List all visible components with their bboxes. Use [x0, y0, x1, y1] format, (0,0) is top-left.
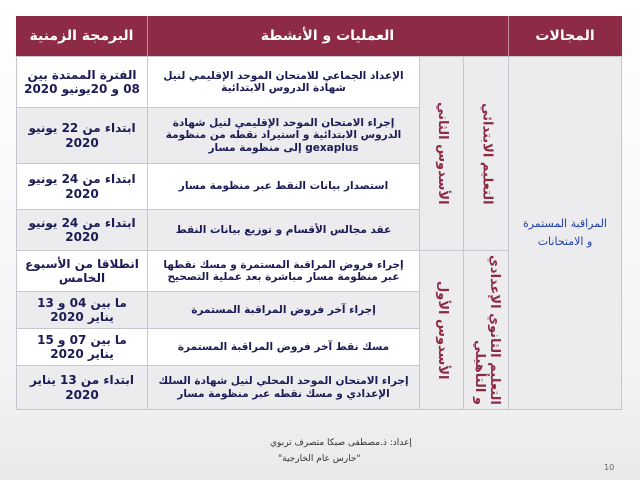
table-cell-activity: إجراء آخر فروض المراقبة المستمرة: [148, 292, 420, 329]
table-cell-activity: مسك نقط آخر فروض المراقبة المستمرة: [148, 329, 420, 366]
table-cell-activity: إجراء الامتحان الموحد المحلي لنيل شهادة السلك الإعدادي و مسك نقطه عبر منظومة مسار: [148, 366, 420, 409]
semester-first: الأسدوس الأول: [434, 280, 450, 380]
domain-line2: و الامتحانات: [537, 235, 593, 248]
level-primary-cell: [464, 57, 509, 251]
level-primary: التعليم الابتدائي: [479, 102, 495, 205]
table-body: [16, 56, 622, 410]
semester-first-cell: [420, 251, 464, 409]
footer-note: "حارس عام الخارجية": [278, 454, 361, 464]
table-cell-time: ما بين 04 و 13 يناير 2020: [17, 292, 148, 329]
table-cell-time: الفترة الممتدة بين 08 و 20يونيو 2020: [17, 57, 148, 108]
table-cell-time: انطلاقا من الأسبوع الخامس: [17, 251, 148, 292]
semester-second: الأسدوس الثاني: [434, 102, 450, 205]
table-header: [16, 16, 622, 56]
page-number: 10: [604, 463, 615, 472]
table-cell-time: ابتداء من 13 يناير 2020: [17, 366, 148, 409]
table-cell-activity: إجراء فروض المراقبة المستمرة و مسك نقطها عبر منظومة مسار مباشرة بعد عملية التصحيح: [148, 251, 420, 292]
level-secondary: التعليم الثانوي الإعدادي و التأهيلي: [472, 255, 502, 405]
table-cell-activity: عقد مجالس الأقسام و توزيع بيانات النقط: [148, 210, 420, 251]
semester-second-cell: [420, 57, 464, 251]
schedule-table: [16, 16, 622, 410]
table-cell-activity: إجراء الامتحان الموحد الإقليمي لنيل شهادة الدروس الابتدائية و استيراد نقطه من منظومة gexaplus إلى منظومة مسار: [148, 108, 420, 164]
table-cell-activity: استصدار بيانات النقط عبر منظومة مسار: [148, 164, 420, 210]
table-cell-time: ابتداء من 22 يونيو 2020: [17, 108, 148, 164]
table-cell-activity: الإعداد الجماعي للامتحان الموحد الإقليمي لنيل شهادة الدروس الابتدائية: [148, 57, 420, 108]
header-operations: العمليات و الأنشطة: [147, 16, 509, 56]
footer-author: إعداد: ذ.مصطفى صبكا متصرف تربوي: [270, 438, 412, 448]
level-secondary-cell: [464, 251, 509, 409]
header-domains: المجالات: [535, 28, 595, 44]
domain-line1: المراقبة المستمرة: [523, 217, 607, 231]
domain-cell: [509, 57, 621, 409]
table-cell-time: ابتداء من 24 يونيو 2020: [17, 210, 148, 251]
header-time: البرمجة الزمنية: [16, 16, 148, 56]
table-cell-time: ما بين 07 و 15 يناير 2020: [17, 329, 148, 366]
table-cell-time: ابتداء من 24 يونيو 2020: [17, 164, 148, 210]
